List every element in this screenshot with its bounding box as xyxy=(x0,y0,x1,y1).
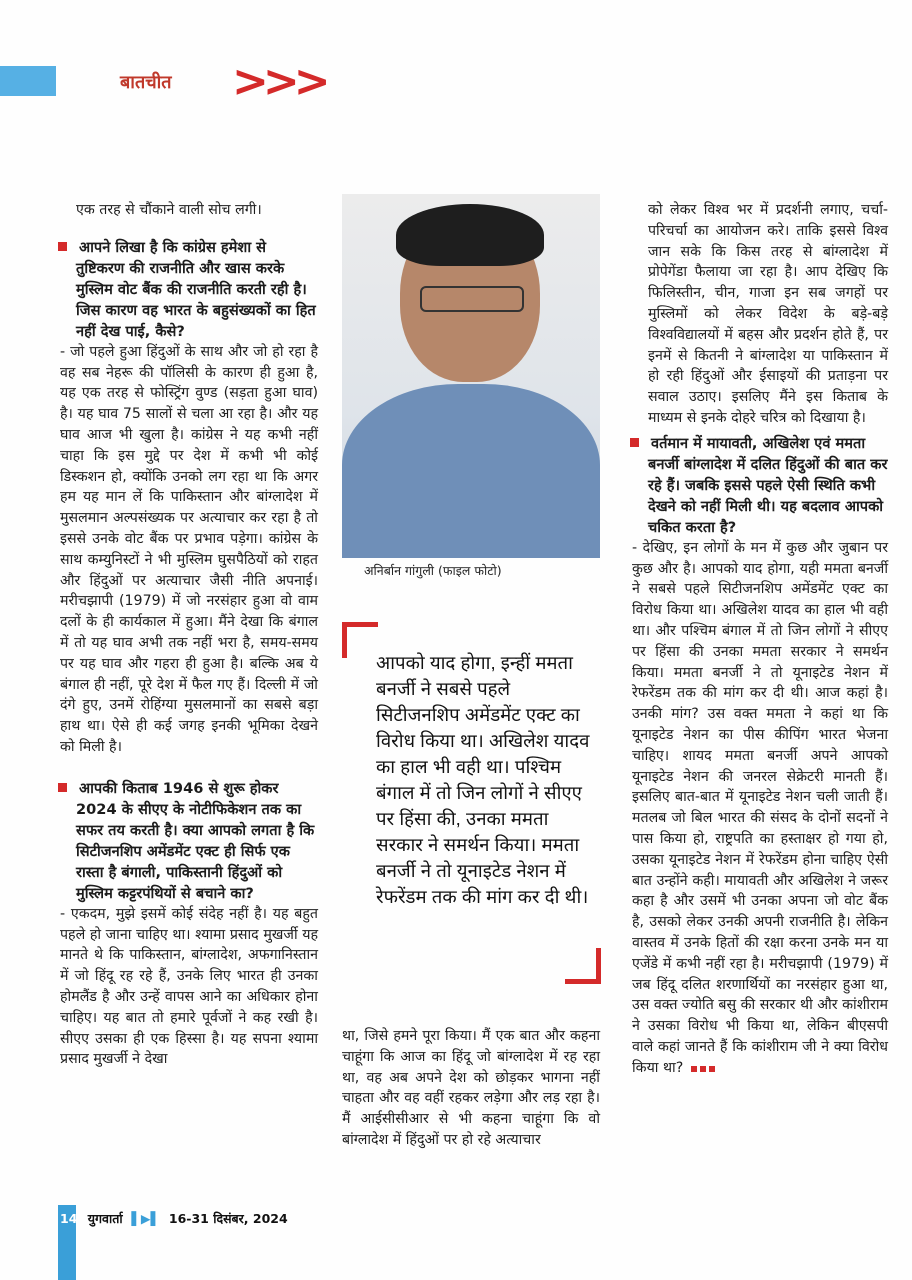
right-column xyxy=(632,200,888,1078)
question-heading: आपकी किताब 1946 से शुरू होकर 2024 के सीएए के नोटीफिकेशन तक का सफर तय करती है। क्या आपको लगता है कि सिटीजनशिप अमेंडमेंट एक्ट ही सिर्फ एक रास्ता है बंगाली, पाकिस्तानी हिंदुओं को मुस्लिम कट्टरपंथियों से बचाने का? xyxy=(76,778,318,904)
paragraph: एक तरह से चौंकाने वाली सोच लगी। xyxy=(76,202,262,218)
answer-paragraph: - देखिए, इन लोगों के मन में कुछ और जुबान पर कुछ और है। आपको याद होगा, यही ममता बनर्जी ने सबसे पहले सिटीजनशिप अमेंडमेंट एक्ट का विरोध किया था। अखिलेश यादव का हाल भी वही था। और पश्चिम बंगाल में तो जिन लोगों ने सीएए पर हिंसा की उनका ममता सरकार ने समर्थन किया। ममता बनर्जी ने तो यूनाइटेड नेशन में रेफरेंडम तक की मांग कर दी थी। आज कहां है। उनकी मांग? उस वक्त ममता ने कहां था कि यूनाइटेड नेशन का पीस कीपिंग भारत भेजना चाहिए। शायद ममता बनर्जी अपने आपको यूनाइटेड नेशन की जनरल सेक्रेटरी मानती हैं। इसलिए बात-बात में यूनाइटेड नेशन चली जाती हैं। मतलब जो बिल भारत की संसद के दोनों सदनों ने पास किया हो, राष्ट्रपति का हस्ताक्षर हो गया हो, उसका यूनाइटेड नेशन में रेफरेंडम होना चाहिए ऐसी बात उन्होंने कही। मायावती और अखिलेश ने जरूर कहा है और उसमें भी उनका अपना जो वोट बैंक है, उसको लेकर उनकी अपनी राजनीति है। लेकिन वास्तव में उनके हितों की रक्षा करना उनके मन या एजेंडे में कभी नहीं रहा है। मरीचझापी (1979) में जब हिंदू दलित शरणार्थियों का नरसंहार हुआ था, उस वक्त ज्योति बसु की सरकार थी और कांशीराम ने उसका विरोध भी किया था, लेकिन बीएसपी वाले कहां जानते हैं कि कांशीराम जी ने क्या विरोध किया था? xyxy=(632,539,888,1076)
paragraph: था, जिसे हमने पूरा किया। मैं एक बात और कहना चाहूंगा कि आज का हिंदू जो बांग्लादेश में रह रहा था, वह अब अपने देश को छोड़कर भागना नहीं चाहता और वह वहीं रहकर लड़ेगा और लड़ रहा है। मैं आईसीसीआर से भी कहना चाहूंगा कि वो बांग्लादेश में हिंदुओं पर हो रहे अत्याचार xyxy=(342,1028,600,1148)
photo-caption: अनिर्बान गांगुली (फाइल फोटो) xyxy=(364,563,502,578)
square-bullet-icon xyxy=(58,242,67,251)
left-column xyxy=(60,200,318,1070)
magazine-name: युगवार्ता xyxy=(87,1211,123,1226)
pull-quote: आपको याद होगा, इन्हीं ममता बनर्जी ने सबसे पहले सिटीजनशिप अमेंडमेंट एक्ट का विरोध किया था। अखिलेश यादव का हाल भी वही था। पश्चिम बंगाल में तो जिन लोगों ने सीएए पर हिंसा की, उनका ममता सरकार ने समर्थन किया। ममता बनर्जी ने तो यूनाइटेड नेशन में रेफरेंडम तक की मांग कर दी थी। xyxy=(376,652,590,907)
question-heading: वर्तमान में मायावती, अखिलेश एवं ममता बनर्जी बांग्लादेश में दलित हिंदुओं की बात कर रहे हैं। जबकि इससे पहले ऐसी स्थिति कभी देखने को नहीं मिली थी। यह बदलाव आपको चकित करता है? xyxy=(648,433,888,538)
section-label: बातचीत xyxy=(120,72,172,93)
quote-corner-bottom xyxy=(565,979,601,984)
author-photo xyxy=(342,194,600,558)
footer: 14 युगवार्ता ▌▶▌ 16-31 दिसंबर, 2024 xyxy=(60,1211,288,1226)
square-bullet-icon xyxy=(58,783,67,792)
paragraph: को लेकर विश्व भर में प्रदर्शनी लगाए, चर्चा-परिचर्चा का आयोजन करे। ताकि इससे विश्व जान सके कि किस तरह से बांग्लादेश में प्रोपेगेंडा फैलाया जा रहा है। आप देखिए कि फिलिस्तीन, चीन, गाजा इन सब जगहों पर मुस्लिमों को लेकर विदेश के बड़े-बड़े विश्वविद्यालयों में बहस और प्रदर्शन होते हैं, पर इनमें से कितनी ने बांग्लादेश या पाकिस्तान में हो रही हिंदुओं और ईसाइयों की प्रताड़ना पर सवाल उठाए। इसलिए मैंने इस किताब के माध्यम से इनके दोहरे चरित्र को दिखाया है। xyxy=(648,202,888,426)
quote-corner-top xyxy=(342,622,347,658)
end-mark-icon xyxy=(691,1066,697,1072)
page-number: 14 xyxy=(60,1211,78,1226)
answer-paragraph: - एकदम, मुझे इसमें कोई संदेह नहीं है। यह बहुत पहले हो जाना चाहिए था। श्यामा प्रसाद मुखर्जी यह मानते थे कि पाकिस्तान, बांग्लादेश, अफगानिस्तान में जो हिंदू रह रहे हैं, उनके लिए भारत ही उनका होमलैंड है और उन्हें वापस आने का अधिकार होना चाहिए। यह बात तो हमारे पूर्वजों ने कह रखी है। सीएए उसका ही एक हिस्सा है। यह सपना श्यामा प्रसाद मुखर्जी ने देखा xyxy=(60,905,318,1068)
issue-date: 16-31 दिसंबर, 2024 xyxy=(168,1211,288,1226)
answer-paragraph: - जो पहले हुआ हिंदुओं के साथ और जो हो रहा है वह सब नेहरू की पॉलिसी के कारण ही हुआ है, यह एक तरह से फोस्ट्रिंग वुण्ड (सड़ता हुआ घाव) है। यह घाव 75 सालों से चला आ रहा है। और यह घाव आज भी खुला है। कांग्रेस ने यह कभी नहीं चाहा कि इस मुद्दे पर देश में कभी भी कोई डिस्कशन हो, क्योंकि उनको लग रहा था कि अगर हम यह मान लें कि पाकिस्तान और बांग्लादेश में मुसलमान अल्पसंख्यक पर अत्याचार कर रहा है तो इससे उनके वोट बैंक पर प्रभाव पड़ेगा। कांग्रेस के साथ कम्युनिस्टों ने भी मुस्लिम घुसपैठियों को राहत और हिंदुओं पर अत्याचार जैसी नीति अपनाई। मरीचझापी (1979) में जो नरसंहार हुआ वो वाम दलों के ही कार्यकाल में हुआ। मैंने देखा कि बंगाल में तो यह घाव अभी तक नहीं भरा है, समय-समय पर यह घाव और गहरा ही हुआ है। बल्कि अब ये बंगाल ही नहीं, पूरे देश में फैल गए हैं। दिल्ली में जो दंगे हुए, उनमें रोहिंग्या मुसलमानों का सबसे बड़ा हाथ था। ऐसे ही कई जगह इनकी भूमिका देखने को मिली है। xyxy=(60,343,318,755)
chevron-right-icon: >>> xyxy=(232,56,325,107)
middle-column-text xyxy=(342,1026,600,1151)
square-bullet-icon xyxy=(630,438,639,447)
quote-corner-top xyxy=(342,622,378,627)
question-heading: आपने लिखा है कि कांग्रेस हमेशा से तुष्टिकरण की राजनीति और खास करके मुस्लिम वोट बैंक की राजनीति करती रही है। जिस कारण वह भारत के बहुसंख्यकों का हित नहीं देख पाई, कैसे? xyxy=(76,237,318,342)
header-color-block xyxy=(0,66,56,96)
